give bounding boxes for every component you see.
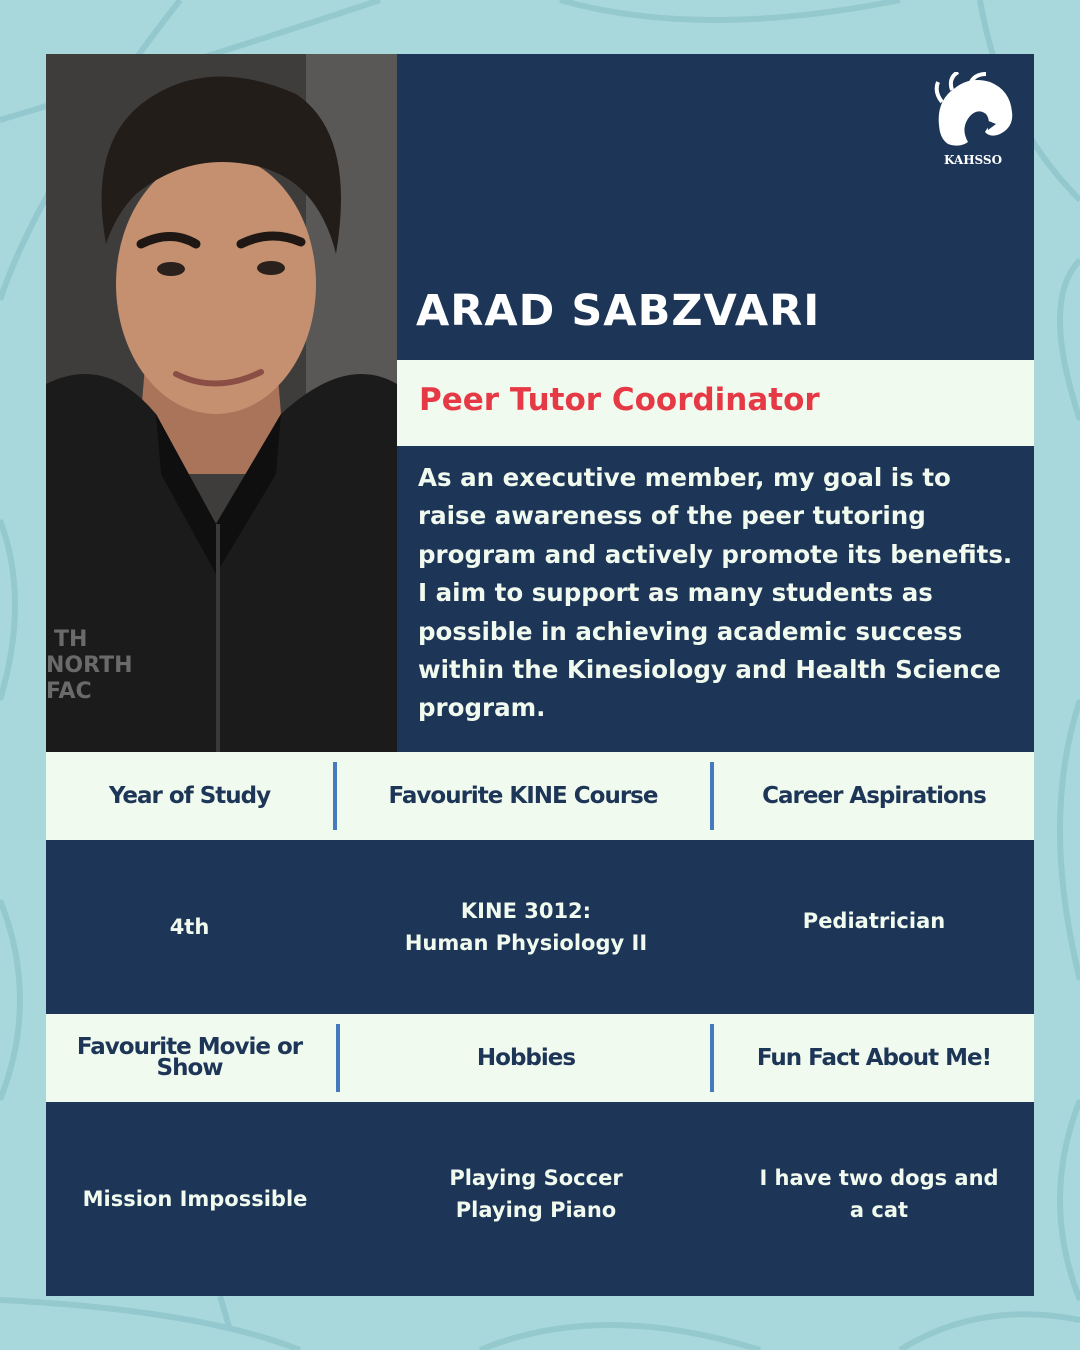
profile-name: ARAD SABZVARI: [416, 286, 821, 336]
value-fun-fact: [714, 1102, 1044, 1296]
profile-card: [46, 54, 1034, 1296]
header-favourite-movie: [46, 1014, 333, 1102]
value-year-of-study: [46, 840, 333, 1014]
jacket-logo-text-2: NORTH: [46, 653, 133, 678]
kahsso-logo: [930, 72, 1016, 172]
lion-head-icon: [930, 72, 1016, 172]
value-favourite-course: [326, 840, 726, 1014]
value-hobbies: [336, 1102, 736, 1296]
career-value: Pediatrician: [802, 909, 946, 933]
value-career-aspirations: [714, 840, 1034, 1014]
header-fun-fact: Fun Fact About Me!: [756, 1044, 992, 1071]
header-row-1: [46, 752, 1034, 840]
values-row-2: [46, 1102, 1034, 1296]
header-career-aspirations: Career Aspirations: [762, 782, 986, 809]
header-year-of-study: Year of Study: [108, 782, 271, 809]
year-value: 4th: [169, 915, 210, 939]
value-favourite-movie: [46, 1102, 344, 1296]
profile-role: Peer Tutor Coordinator: [419, 382, 820, 418]
header-hobbies: Hobbies: [476, 1044, 576, 1071]
course-title: Human Physiology II: [404, 931, 648, 955]
hobby-2: Playing Piano: [455, 1198, 617, 1222]
movie-header-line-1: Favourite Movie or: [76, 1034, 303, 1060]
hobby-1: Playing Soccer: [449, 1166, 623, 1190]
fun-fact-line-2: a cat: [849, 1198, 909, 1222]
header-row-2: [46, 1014, 1034, 1102]
logo-text: KAHSSO: [943, 153, 1003, 167]
course-code: KINE 3012:: [460, 899, 592, 923]
profile-photo: [46, 54, 397, 752]
portrait-illustration: [46, 54, 397, 752]
movie-value: Mission Impossible: [82, 1187, 308, 1211]
fun-fact-line-1: I have two dogs and: [759, 1166, 999, 1190]
role-banner: [397, 360, 1034, 446]
movie-header-line-2: Show: [156, 1055, 223, 1081]
profile-bio: As an executive member, my goal is to raise awareness of the peer tutoring program and actively promote its benefits. I aim to support as many students as possible in achieving academic success within the Kinesiology and Health Science program.: [418, 463, 1013, 723]
jacket-logo-text-1: TH: [54, 627, 88, 652]
header-favourite-course: Favourite KINE Course: [388, 782, 658, 809]
jacket-logo-text-3: FAC: [46, 679, 92, 704]
column-divider: [336, 1024, 340, 1092]
values-row-1: [46, 840, 1034, 1014]
